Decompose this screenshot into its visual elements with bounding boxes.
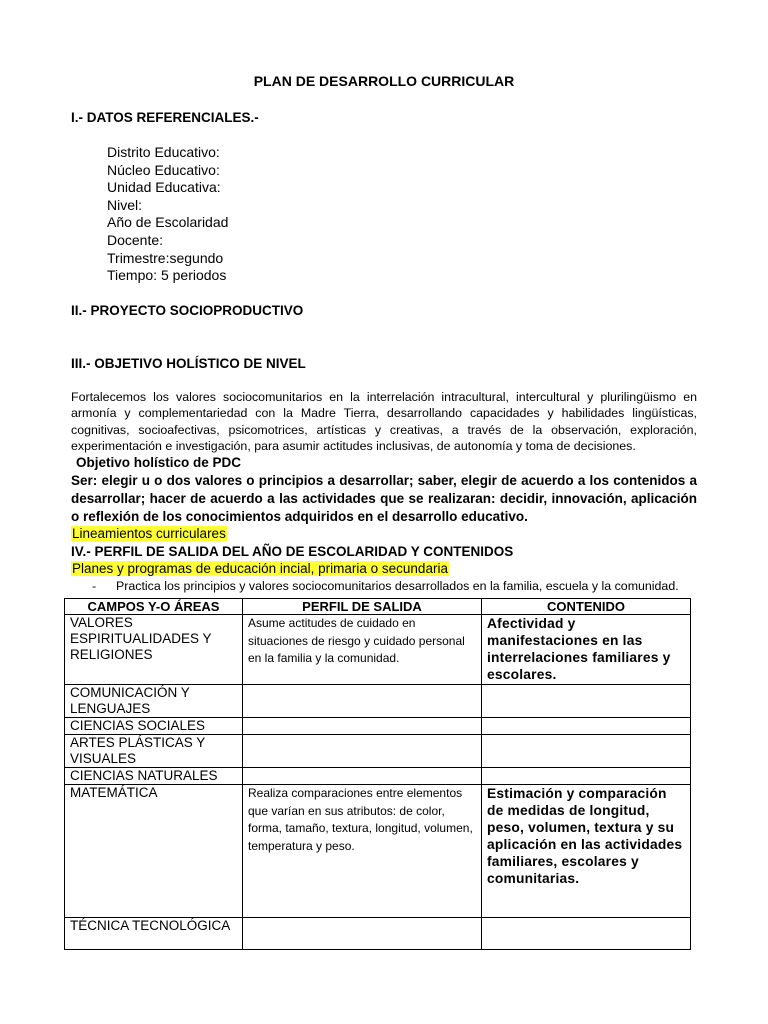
table-row — [65, 718, 691, 735]
section-heading-proyecto: II.- PROYECTO SOCIOPRODUCTIVO — [71, 303, 304, 318]
table-row — [65, 735, 691, 768]
area-cell: ARTES PLÁSTICAS Y VISUALES — [65, 735, 243, 768]
field-distrito: Distrito Educativo: — [107, 144, 220, 160]
planes-label: Planes y programas de educación incial, primaria o secundaria — [72, 561, 448, 576]
area-cell: TÉCNICA TECNOLÓGICA — [65, 918, 243, 950]
field-anio: Año de Escolaridad — [107, 214, 229, 231]
section-heading-perfil: IV.- PERFIL DE SALIDA DEL AÑO DE ESCOLARIDAD Y CONTENIDOS — [71, 544, 514, 559]
document-title: PLAN DE DESARROLLO CURRICULAR — [253, 73, 515, 89]
pdc-objective-text: Ser: elegir u o dos valores o principios a desarrollar; saber, elegir de acuerdo a los contenidos a desarrollar; hacer de acuerdo a las actividades que se realizaran: decidir, innovación, aplicación o reflexión de los conocimientos adquiridos en el desarrollo educativo. — [71, 473, 697, 524]
objective-paragraph: Fortalecemos los valores sociocomunitarios en la interrelación intracultural, intercultural y plurilingüismo en armonía y complementariedad con la Madre Tierra, desarrollando capacidades y habilidades lingüísticas, cognitivas, socioafectivas, psicomotrices, artísticas y creativas, a través de la observación, exploración, experimentación e investigación, para asumir actitudes inclusivas, de autonomía y toma de decisiones. — [71, 390, 697, 454]
section-heading-objetivo: III.- OBJETIVO HOLÍSTICO DE NIVEL — [71, 356, 306, 371]
header-campos: CAMPOS Y-O ÁREAS — [65, 599, 243, 615]
table-header-row — [65, 599, 691, 615]
bullet-item — [92, 579, 679, 593]
perfil-cell — [243, 768, 482, 785]
contenido-cell: Afectividad y manifestaciones en las interrelaciones familiares y escolares. — [482, 615, 691, 685]
bullet-dash: - — [92, 579, 97, 593]
perfil-table — [64, 598, 691, 950]
referential-fields — [107, 144, 228, 285]
area-cell: VALORES ESPIRITUALIDADES Y RELIGIONES — [65, 615, 243, 685]
area-cell: CIENCIAS SOCIALES — [65, 718, 243, 735]
field-nucleo: Núcleo Educativo: — [107, 161, 220, 178]
contenido-cell — [482, 718, 691, 735]
field-unidad: Unidad Educativa: — [107, 179, 221, 196]
area-cell: CIENCIAS NATURALES — [65, 768, 243, 785]
header-perfil: PERFIL DE SALIDA — [243, 599, 482, 615]
table-row — [65, 685, 691, 718]
perfil-cell: Asume actitudes de cuidado en situaciones de riesgo y cuidado personal en la familia y la comunidad. — [243, 615, 482, 685]
field-tiempo: Tiempo: 5 periodos — [107, 267, 227, 284]
field-nivel: Nivel: — [107, 196, 143, 213]
contenido-cell — [482, 768, 691, 785]
bullet-text: Practica los principios y valores sociocomunitarios desarrollados en la familia, escuela y la comunidad. — [116, 579, 679, 593]
pdc-objective-title: Objetivo holístico de PDC — [76, 455, 242, 470]
header-contenido: CONTENIDO — [482, 599, 691, 615]
perfil-cell — [243, 918, 482, 950]
section-heading-datos: I.- DATOS REFERENCIALES.- — [71, 110, 259, 125]
perfil-cell: Realiza comparaciones entre elementos que varían en sus atributos: de color, forma, tamaño, textura, longitud, volumen, temperatura y peso. — [243, 785, 482, 918]
area-cell: MATEMÁTICA — [65, 785, 243, 918]
perfil-cell — [243, 735, 482, 768]
area-cell: COMUNICACIÓN Y LENGUAJES — [65, 685, 243, 718]
table-row — [65, 768, 691, 785]
lineamientos-label: Lineamientos curriculares — [72, 526, 226, 541]
table-row — [65, 785, 691, 918]
contenido-cell — [482, 735, 691, 768]
table-row — [65, 918, 691, 950]
perfil-cell — [243, 718, 482, 735]
contenido-cell — [482, 685, 691, 718]
field-docente: Docente: — [107, 231, 164, 248]
table-row — [65, 615, 691, 685]
field-trimestre: Trimestre:segundo — [107, 249, 224, 266]
contenido-cell: Estimación y comparación de medidas de longitud, peso, volumen, textura y su aplicación en las actividades familiares, escolares y comunitarias. — [482, 785, 691, 918]
contenido-cell — [482, 918, 691, 950]
perfil-cell — [243, 685, 482, 718]
